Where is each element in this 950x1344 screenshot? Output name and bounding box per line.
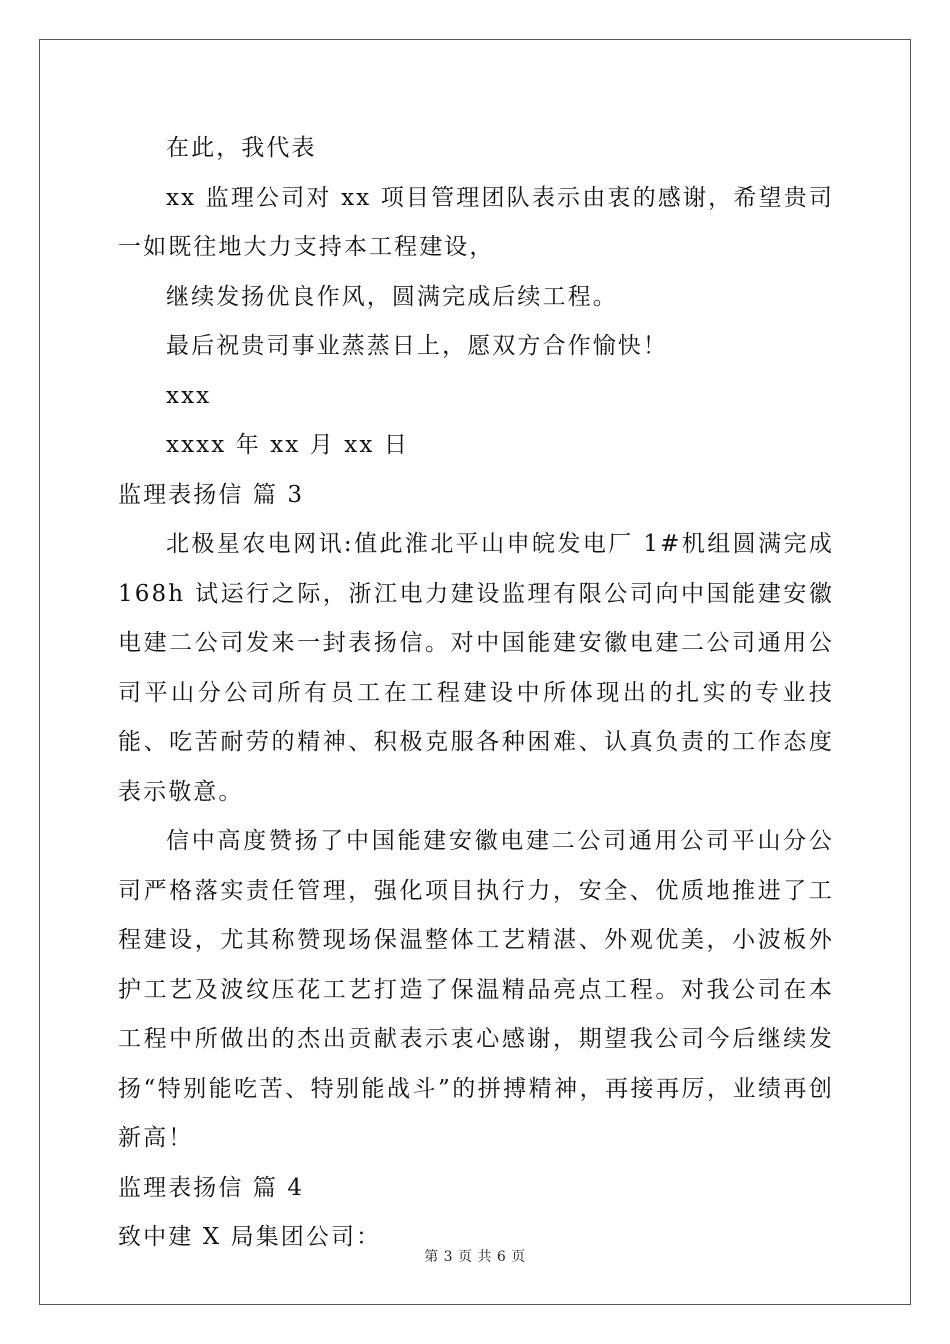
section-3-heading: 监理表扬信 篇 3	[118, 481, 305, 508]
section-4-salutation: 致中建 X 局集团公司：	[118, 1224, 382, 1250]
section-4-heading: 监理表扬信 篇 4	[118, 1174, 305, 1201]
document-body	[118, 124, 834, 1263]
signature-date: xxxx 年 xx 月 xx 日	[166, 432, 409, 458]
section-3-paragraph-2: 信中高度赞扬了中国能建安徽电建二公司通用公司平山分公司严格落实责任管理，强化项目执行力，安全、优质地推进了工程建设，尤其称赞现场保温整体工艺精湛、外观优美，小波板外护工艺及波纹压花工艺打造了保温精品亮点工程。对我公司在本工程中所做出的杰出贡献表示衷心感谢，期望我公司今后继续发扬“特别能吃苦、特别能战斗”的拼搏精神，再接再厉，业绩再创新高！	[118, 828, 834, 1151]
signature-name: xxx	[166, 382, 212, 409]
paragraph-continue: 继续发扬优良作风，圆满完成后续工程。	[166, 283, 618, 310]
paragraph-wishes: 最后祝贵司事业蒸蒸日上，愿双方合作愉快！	[166, 333, 668, 359]
paragraph-greeting: 在此，我代表	[166, 135, 317, 161]
page-number-footer: 第 3 页 共 6 页	[424, 1249, 526, 1265]
section-3-paragraph-1: 北极星农电网讯:值此淮北平山申皖发电厂 1#机组圆满完成 168h 试运行之际，浙江电力建设监理有限公司向中国能建安徽电建二公司发来一封表扬信。对中国能建安徽电建二公司通用公司平山分公司所有员工在工程建设中所体现出的扎实的专业技能、吃苦耐劳的精神、积极克服各种困难、认真负责的工作态度表示敬意。	[118, 531, 834, 805]
paragraph-thanks: xx 监理公司对 xx 项目管理团队表示由衷的感谢，希望贵司一如既往地大力支持本工程建设，	[118, 184, 834, 260]
